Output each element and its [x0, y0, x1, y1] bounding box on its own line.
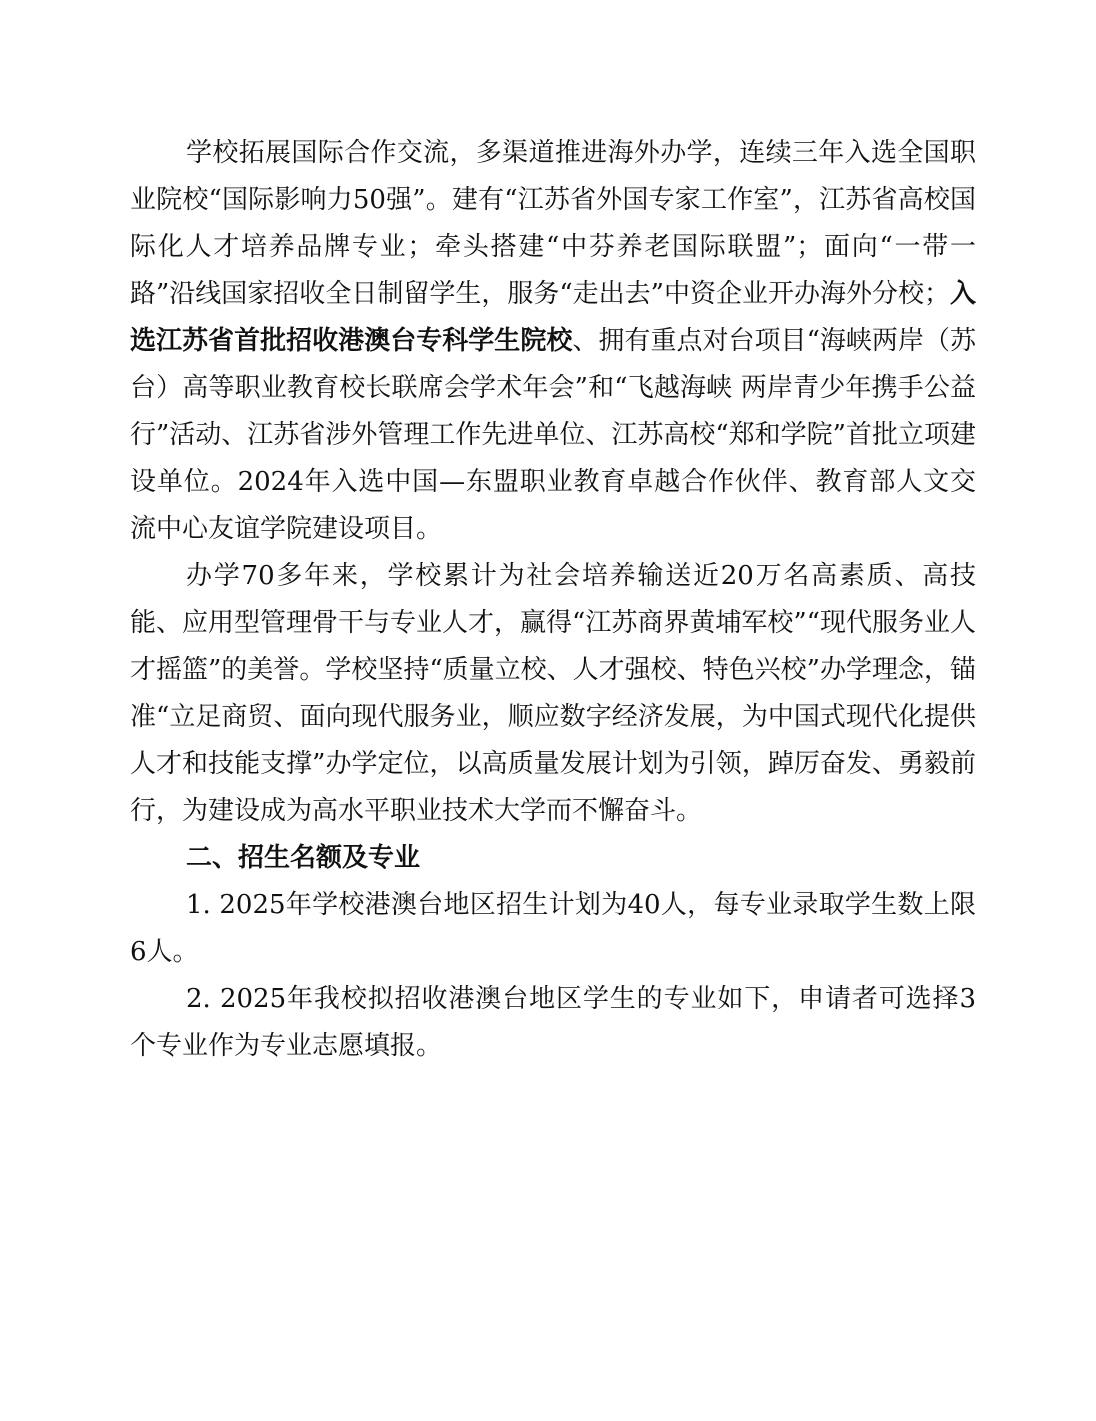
paragraph-1-text-continued: 、拥有重点对台项目“海峡两岸（苏台）高等职业教育校长联席会学术年会”和“飞越海峡 两岸青少年携手公益行”活动、江苏省涉外管理工作先进单位、江苏高校“郑和学院”首批立项建设单位。2024年入选中国—东盟职业教育卓越合作伙伴、教育部人文交流中心友谊学院建设项目。: [130, 326, 976, 544]
section-heading-enrollment: 二、招生名额及专业: [186, 843, 421, 873]
paragraph-1-bold-highlight: 入选江苏省首批招收港澳台专科学生院校: [130, 279, 976, 356]
paragraph-international-cooperation: [130, 130, 976, 553]
paragraph-school-history: 办学70多年来，学校累计为社会培养输送近20万名高素质、高技能、应用型管理骨干与专业人才，赢得“江苏商界黄埔军校”“现代服务业人才摇篮”的美誉。学校坚持“质量立校、人才强校、特色兴校”办学理念，锚准“立足商贸、面向现代服务业，顺应数字经济发展，为中国式现代化提供人才和技能支撑”办学定位，以高质量发展计划为引领，踔厉奋发、勇毅前行，为建设成为高水平职业技术大学而不懈奋斗。: [130, 561, 976, 826]
document-page: [130, 130, 976, 1070]
paragraph-1-text: 学校拓展国际合作交流，多渠道推进海外办学，连续三年入选全国职业院校“国际影响力50强”。建有“江苏省外国专家工作室”，江苏省高校国际化人才培养品牌专业；牵头搭建“中芬养老国际联盟”；面向“一带一路”沿线国家招收全日制留学生，服务“走出去”中资企业开办海外分校；: [130, 138, 976, 309]
list-item-majors-offered: 2. 2025年我校拟招收港澳台地区学生的专业如下，申请者可选择3个专业作为专业志愿填报。: [130, 984, 976, 1061]
list-item-enrollment-quota: 1. 2025年学校港澳台地区招生计划为40人，每专业录取学生数上限6人。: [130, 890, 976, 967]
